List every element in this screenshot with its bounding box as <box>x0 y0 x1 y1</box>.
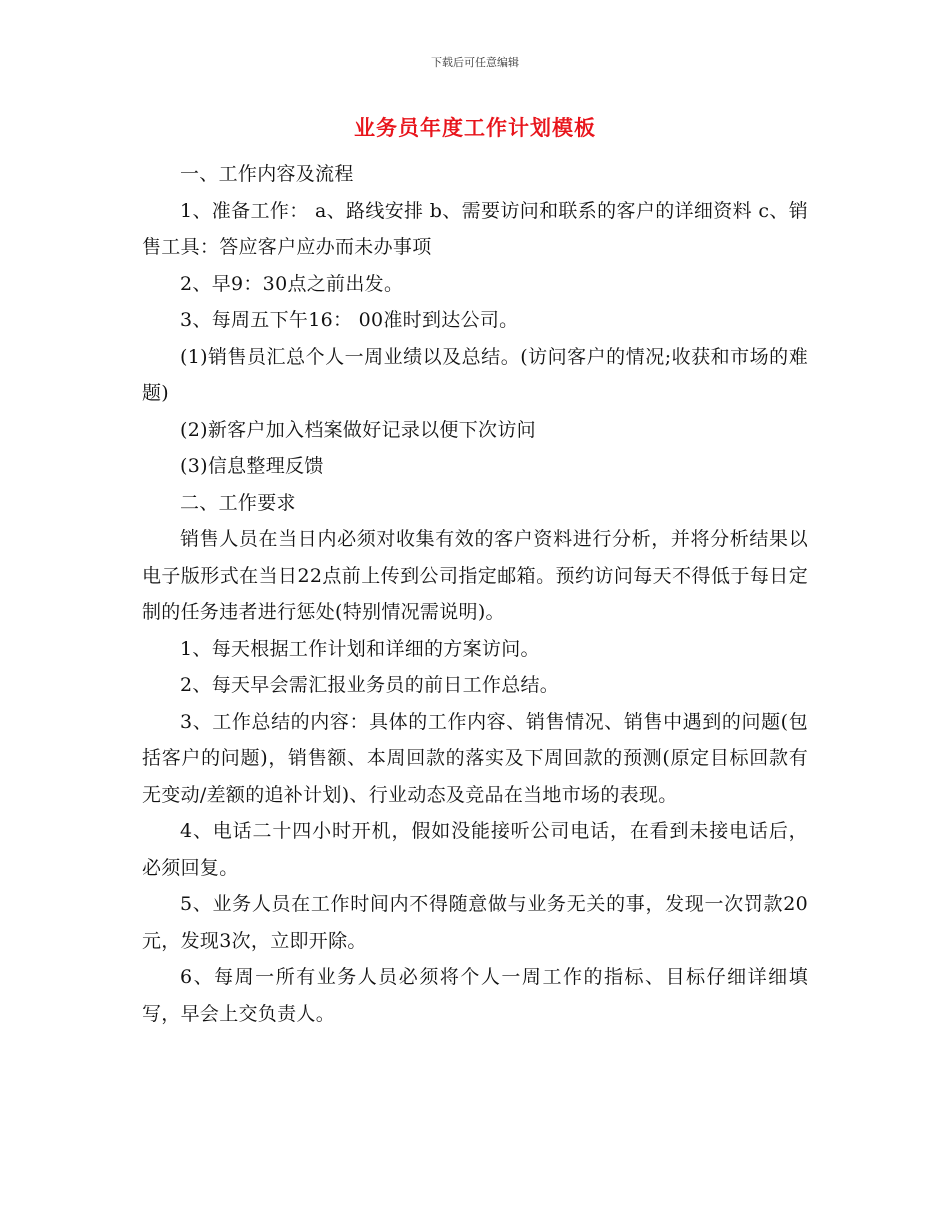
document-title: 业务员年度工作计划模板 <box>354 115 596 140</box>
document-body <box>142 156 808 1032</box>
paragraph-phone-policy: 4、电话二十四小时开机，假如没能接听公司电话，在看到未接电话后，必须回复。 <box>142 820 808 879</box>
paragraph-morning-meeting: 2、每天早会需汇报业务员的前日工作总结。 <box>180 674 560 696</box>
paragraph-monday-targets: 6、每周一所有业务人员必须将个人一周工作的指标、目标仔细详细填写，早会上交负责人。 <box>142 966 808 1025</box>
paragraph-daily-plan: 1、每天根据工作计划和详细的方案访问。 <box>180 637 540 660</box>
paragraph-weekly-summary: (1)销售员汇总个人一周业绩以及总结。(访问客户的情况;收获和市场的难题) <box>142 345 808 404</box>
paragraph-new-customer-files: (2)新客户加入档案做好记录以便下次访问 <box>180 418 536 441</box>
paragraph-customer-analysis: 销售人员在当日内必须对收集有效的客户资料进行分析，并将分析结果以电子版形式在当日22点前上传到公司指定邮箱。预约访问每天不得低于每日定制的任务违者进行惩处(特别情况需说明)。 <box>142 528 808 623</box>
header-note: 下载后可任意编辑 <box>431 56 519 69</box>
paragraph-info-feedback: (3)信息整理反馈 <box>180 455 324 477</box>
section-heading-work-content: 一、工作内容及流程 <box>180 163 354 185</box>
paragraph-preparation: 1、准备工作： a、路线安排 b、需要访问和联系的客户的详细资料 c、销售工具：答应客户应办而未办事项 <box>142 199 808 258</box>
paragraph-work-discipline: 5、业务人员在工作时间内不得随意做与业务无关的事，发现一次罚款20元，发现3次，立即开除。 <box>142 893 808 952</box>
paragraph-summary-content: 3、工作总结的内容：具体的工作内容、销售情况、销售中遇到的问题(包括客户的问题)，销售额、本周回款的落实及下周回款的预测(原定目标回款有无变动/差额的追补计划)、行业动态及竞品在当地市场的表现。 <box>142 710 808 806</box>
section-heading-work-requirements: 二、工作要求 <box>180 491 296 514</box>
paragraph-friday-return: 3、每周五下午16： 00准时到达公司。 <box>180 309 519 331</box>
paragraph-departure-time: 2、早9：30点之前出发。 <box>180 272 404 295</box>
